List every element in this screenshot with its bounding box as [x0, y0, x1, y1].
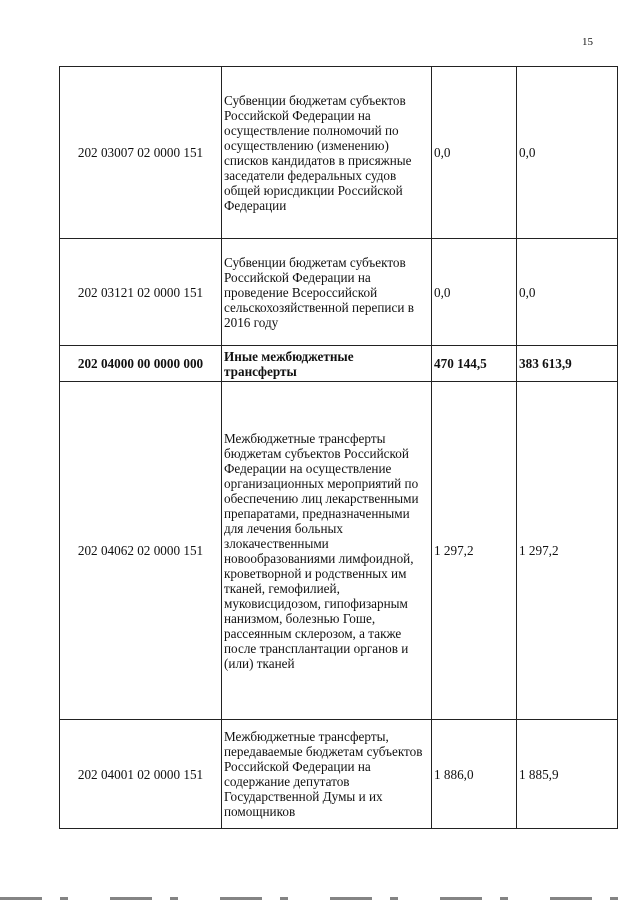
table-row: [60, 239, 618, 346]
table-row: [60, 382, 618, 720]
budget-code-cell: 202 03007 02 0000 151: [60, 67, 222, 239]
budget-table: [59, 66, 618, 829]
description-cell: Субвенции бюджетам субъектов Российской Федерации на проведение Всероссийской сельскохозяйственной переписи в 2016 году: [222, 239, 432, 346]
budget-code-cell: 202 04001 02 0000 151: [60, 720, 222, 829]
value-cell: 1 885,9: [517, 720, 618, 829]
budget-code-cell: 202 04062 02 0000 151: [60, 382, 222, 720]
value-cell: 0,0: [517, 67, 618, 239]
budget-code-cell: 202 03121 02 0000 151: [60, 239, 222, 346]
description-cell: Иные межбюджетные трансферты: [222, 346, 432, 382]
value-cell: 383 613,9: [517, 346, 618, 382]
description-cell: Межбюджетные трансферты бюджетам субъектов Российской Федерации на осуществление организационных мероприятий по обеспечению лиц лекарственными препаратами, предназначенными для лечения больных злокачественными новообразованиями лимфоидной, кроветворной и родственных им тканей, гемофилией, муковисцидозом, гипофизарным нанизмом, болезнью Гоше, рассеянным склерозом, а также после трансплантации органов и (или) тканей: [222, 382, 432, 720]
scan-edge-marks: [0, 897, 640, 900]
value-cell: 470 144,5: [432, 346, 517, 382]
table-row: [60, 346, 618, 382]
value-cell: 1 886,0: [432, 720, 517, 829]
description-cell: Субвенции бюджетам субъектов Российской Федерации на осуществление полномочий по осуществлению (изменению) списков кандидатов в присяжные заседатели федеральных судов общей юрисдикции Российской Федерации: [222, 67, 432, 239]
table-row: [60, 67, 618, 239]
budget-code-cell: 202 04000 00 0000 000: [60, 346, 222, 382]
value-cell: 1 297,2: [432, 382, 517, 720]
description-cell: Межбюджетные трансферты, передаваемые бюджетам субъектов Российской Федерации на содержание депутатов Государственной Думы и их помощников: [222, 720, 432, 829]
value-cell: 0,0: [517, 239, 618, 346]
table-row: [60, 720, 618, 829]
value-cell: 1 297,2: [517, 382, 618, 720]
value-cell: 0,0: [432, 67, 517, 239]
page-number: 15: [582, 36, 593, 48]
value-cell: 0,0: [432, 239, 517, 346]
